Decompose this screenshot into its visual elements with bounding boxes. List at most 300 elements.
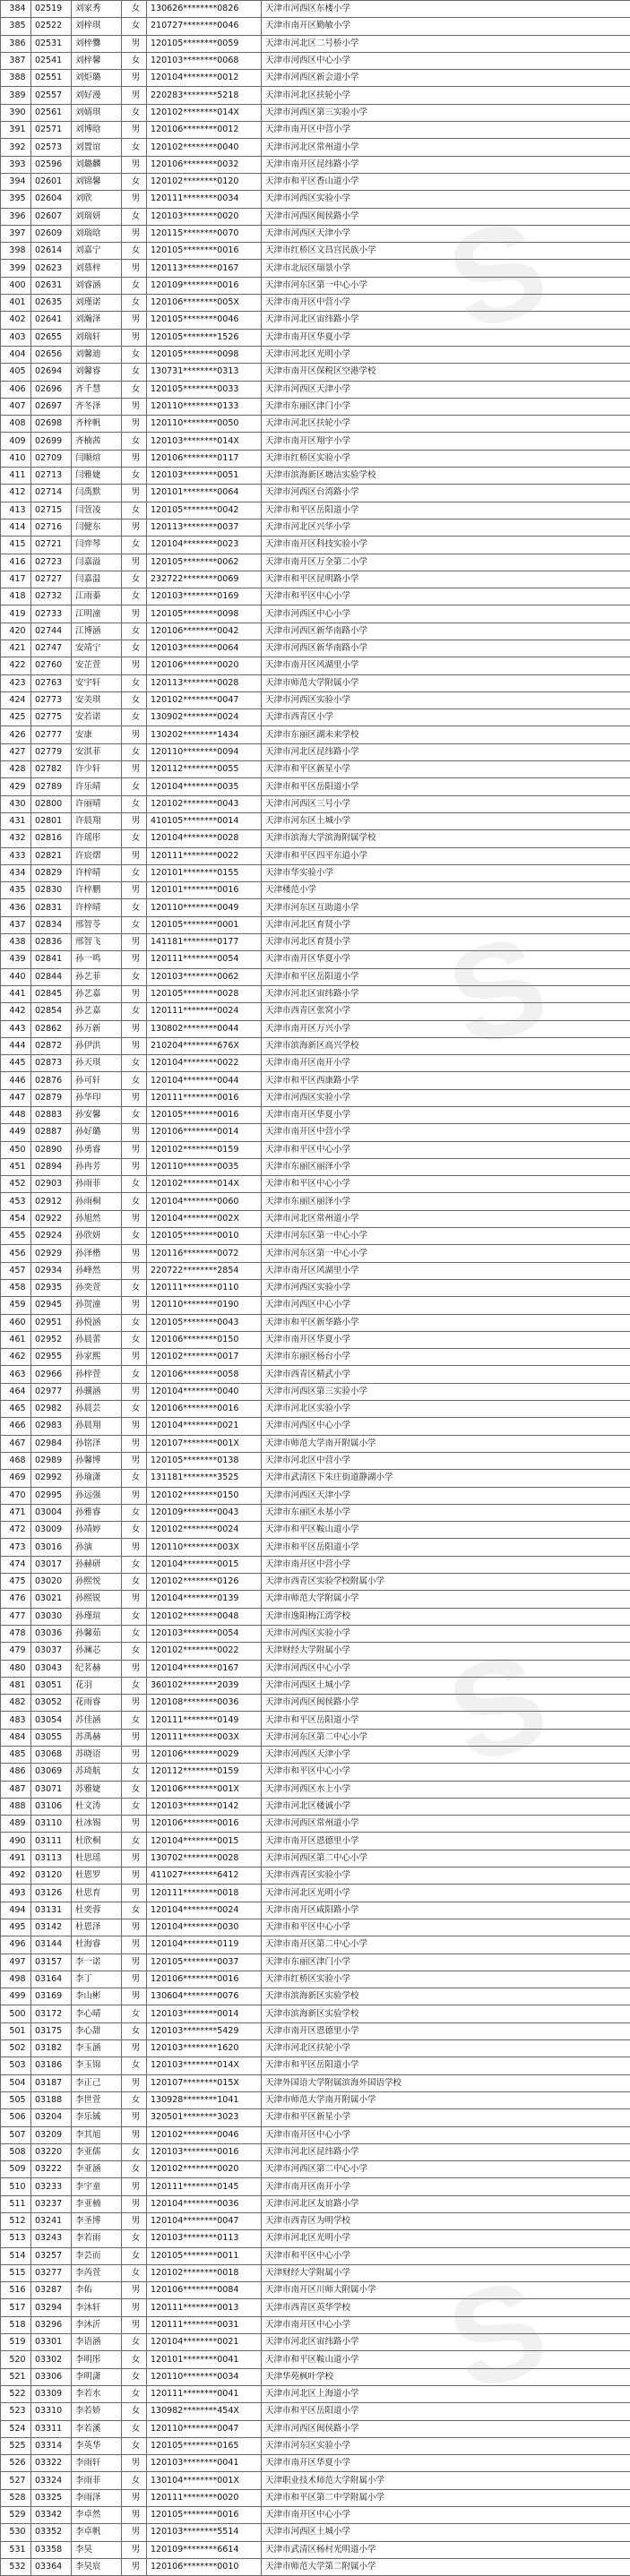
table-row (1, 605, 630, 623)
student-name: 刘瑞轩 (72, 329, 122, 346)
table-row (1, 2264, 630, 2281)
table-row (1, 674, 630, 691)
table-row (1, 795, 630, 812)
table-row (1, 2247, 630, 2264)
student-sex: 男 (122, 2040, 147, 2057)
table-row (1, 519, 630, 536)
table-row (1, 1885, 630, 1902)
row-number: 387 (1, 52, 31, 69)
student-name: 李语涵 (72, 2334, 122, 2351)
school-name: 天津市南开区中心小学 (262, 2316, 630, 2333)
table-row (1, 1072, 630, 1089)
id-number: 120102********0020 (147, 2161, 262, 2178)
id-number: 141181********0177 (147, 934, 262, 951)
candidate-id: 02912 (31, 1193, 72, 1210)
school-name: 天津市河北区二号桥小学 (262, 35, 630, 52)
table-row (1, 1383, 630, 1400)
id-number: 120105********0059 (147, 35, 262, 52)
row-number: 410 (1, 450, 31, 467)
school-name: 天津市和平区昆明路小学 (262, 571, 630, 588)
student-sex: 女 (122, 139, 147, 156)
student-name: 孙演 (72, 1539, 122, 1556)
school-name: 天津市河东区第二中心小学 (262, 1729, 630, 1746)
school-name: 天津市华实验小学 (262, 864, 630, 881)
student-name: 苏禹赫 (72, 1729, 122, 1746)
student-sex: 男 (122, 812, 147, 829)
row-number: 526 (1, 2455, 31, 2472)
candidate-id: 02747 (31, 640, 72, 657)
student-name: 江博涵 (72, 623, 122, 640)
row-number: 476 (1, 1591, 31, 1608)
candidate-id: 03209 (31, 2126, 72, 2143)
student-name: 李若娇 (72, 2403, 122, 2420)
student-name: 齐楠茜 (72, 433, 122, 450)
id-number: 120112********0055 (147, 761, 262, 778)
student-sex: 女 (122, 1677, 147, 1694)
student-sex: 女 (122, 364, 147, 381)
student-name: 李若溪 (72, 2420, 122, 2437)
table-row (1, 2507, 630, 2524)
student-sex: 男 (122, 1660, 147, 1677)
table-row (1, 1176, 630, 1193)
school-name: 天津市西青区英华学校 (262, 2299, 630, 2316)
candidate-id: 02571 (31, 122, 72, 139)
student-name: 李明潇 (72, 2368, 122, 2385)
id-number: 120105********0033 (147, 381, 262, 398)
candidate-id: 02641 (31, 312, 72, 329)
student-sex: 女 (122, 623, 147, 640)
candidate-id: 03017 (31, 1556, 72, 1573)
candidate-id: 02744 (31, 623, 72, 640)
student-name: 李宇童 (72, 2178, 122, 2195)
id-number: 120111********0022 (147, 847, 262, 864)
school-name: 天津市河西区新会道小学 (262, 70, 630, 87)
id-number: 120106********001X (147, 1781, 262, 1798)
table-row (1, 1349, 630, 1366)
student-sex: 女 (122, 968, 147, 985)
school-name: 天津市南开区恩德里小学 (262, 2022, 630, 2039)
student-name: 李玉锦 (72, 2057, 122, 2074)
id-number: 120105********0046 (147, 312, 262, 329)
row-number: 453 (1, 1193, 31, 1210)
row-number: 413 (1, 502, 31, 519)
candidate-id: 03204 (31, 2109, 72, 2126)
student-name: 闫嘉温 (72, 571, 122, 588)
student-name: 杜恩泽 (72, 1919, 122, 1936)
candidate-id: 03110 (31, 1816, 72, 1833)
table-row (1, 1158, 630, 1175)
id-number: 120113********0037 (147, 519, 262, 536)
candidate-id: 02844 (31, 968, 72, 985)
school-name: 天津市河北区兴华小学 (262, 519, 630, 536)
student-name: 孙熙锐 (72, 1591, 122, 1608)
row-number: 406 (1, 381, 31, 398)
table-row (1, 2213, 630, 2230)
school-name: 天津市河北区育贤小学 (262, 934, 630, 951)
row-number: 487 (1, 1781, 31, 1798)
id-number: 120110********0133 (147, 398, 262, 415)
student-name: 刘炬璐 (72, 70, 122, 87)
id-number: 120106********0020 (147, 657, 262, 674)
row-number: 419 (1, 605, 31, 623)
student-sex: 男 (122, 1141, 147, 1158)
row-number: 432 (1, 830, 31, 847)
student-sex: 男 (122, 2213, 147, 2230)
table-row (1, 1781, 630, 1798)
student-name: 孙馨茹 (72, 1625, 122, 1642)
table-row (1, 2524, 630, 2541)
row-number: 492 (1, 1868, 31, 1885)
id-number: 120107********001X (147, 1435, 262, 1452)
row-number: 486 (1, 1764, 31, 1781)
school-name: 天津楼范小学 (262, 882, 630, 899)
candidate-id: 02903 (31, 1176, 72, 1193)
student-name: 李圣博 (72, 2213, 122, 2230)
row-number: 407 (1, 398, 31, 415)
row-number: 445 (1, 1055, 31, 1072)
row-number: 424 (1, 691, 31, 708)
student-sex: 女 (122, 2143, 147, 2160)
id-number: 120101********0155 (147, 864, 262, 881)
candidate-id: 03126 (31, 1885, 72, 1902)
table-row (1, 934, 630, 951)
row-number: 467 (1, 1435, 31, 1452)
school-name: 天津市河西区第三实验小学 (262, 104, 630, 121)
table-row (1, 1193, 630, 1210)
candidate-id: 02732 (31, 588, 72, 605)
school-name: 天津市河东区互助道小学 (262, 899, 630, 916)
table-row (1, 1314, 630, 1331)
candidate-id: 02551 (31, 70, 72, 87)
id-number: 120102********0126 (147, 1574, 262, 1591)
id-number: 120106********0117 (147, 450, 262, 467)
table-row (1, 1971, 630, 1988)
row-number: 428 (1, 761, 31, 778)
id-number: 120111********0018 (147, 1885, 262, 1902)
student-sex: 男 (122, 1037, 147, 1054)
student-name: 许梓晴 (72, 864, 122, 881)
student-name: 孙旭然 (72, 1210, 122, 1227)
school-name: 天津市和平区岳阳道小学 (262, 968, 630, 985)
school-name: 天津市东丽区丽泽小学 (262, 1193, 630, 1210)
student-name: 刘好漫 (72, 87, 122, 104)
id-number: 120104********0035 (147, 778, 262, 795)
id-number: 210204********676X (147, 1037, 262, 1054)
id-number: 120106********0012 (147, 122, 262, 139)
candidate-id: 03302 (31, 2351, 72, 2368)
student-sex: 男 (122, 1885, 147, 1902)
student-name: 孙铭泽 (72, 1435, 122, 1452)
student-sex: 女 (122, 795, 147, 812)
table-row (1, 830, 630, 847)
candidate-id: 03016 (31, 1539, 72, 1556)
student-sex: 男 (122, 260, 147, 277)
student-sex: 男 (122, 225, 147, 242)
row-number: 460 (1, 1314, 31, 1331)
student-name: 孙家熙 (72, 1349, 122, 1366)
row-number: 519 (1, 2334, 31, 2351)
student-name: 孙可轩 (72, 1072, 122, 1089)
row-number: 458 (1, 1279, 31, 1296)
student-name: 孙赫研 (72, 1556, 122, 1573)
id-number: 120104********0022 (147, 1055, 262, 1072)
row-number: 484 (1, 1729, 31, 1746)
school-name: 天津市河西区东楼小学 (262, 1, 630, 18)
student-sex: 男 (122, 985, 147, 1002)
candidate-id: 03188 (31, 2091, 72, 2108)
school-name: 天津市和平区中心小学 (262, 2247, 630, 2264)
id-number: 130702********0028 (147, 1850, 262, 1867)
watermark-logo: S (431, 187, 565, 362)
student-sex: 男 (122, 70, 147, 87)
table-row (1, 104, 630, 121)
row-number: 462 (1, 1349, 31, 1366)
table-row (1, 2143, 630, 2160)
student-name: 李沐轩 (72, 2299, 122, 2316)
candidate-id: 02782 (31, 761, 72, 778)
row-number: 384 (1, 1, 31, 18)
row-number: 426 (1, 726, 31, 743)
student-sex: 女 (122, 2091, 147, 2108)
student-name: 孙一鸣 (72, 951, 122, 968)
school-name: 天津市滨海新区实验学校 (262, 1988, 630, 2005)
row-number: 489 (1, 1816, 31, 1833)
student-name: 李雨轩 (72, 2455, 122, 2472)
school-name: 天津市和平区岳阳道小学 (262, 502, 630, 519)
student-name: 安美琪 (72, 691, 122, 708)
row-number: 405 (1, 364, 31, 381)
student-name: 李若水 (72, 2385, 122, 2402)
candidate-id: 02983 (31, 1418, 72, 1435)
student-sex: 女 (122, 468, 147, 485)
table-row (1, 502, 630, 519)
school-name: 天津市和平区岳阳道小学 (262, 1539, 630, 1556)
row-number: 456 (1, 1245, 31, 1262)
candidate-id: 02698 (31, 416, 72, 433)
student-name: 孙雅睿 (72, 1504, 122, 1521)
school-name: 天津市河北区扶轮小学 (262, 416, 630, 433)
school-name: 天津市河西区实验小学 (262, 1625, 630, 1642)
candidate-id: 03325 (31, 2489, 72, 2506)
table-row (1, 812, 630, 829)
candidate-id: 02604 (31, 191, 72, 208)
candidate-id: 03037 (31, 1643, 72, 1660)
id-number: 120111********0024 (147, 1003, 262, 1020)
school-name: 天津市南开区中营小学 (262, 1556, 630, 1573)
candidate-id: 03175 (31, 2022, 72, 2039)
candidate-id: 02699 (31, 433, 72, 450)
school-name: 天津市河西区实验小学 (262, 1089, 630, 1106)
student-name: 闫弈琴 (72, 537, 122, 554)
student-sex: 男 (122, 2282, 147, 2299)
student-sex: 女 (122, 2230, 147, 2247)
student-sex: 女 (122, 864, 147, 881)
id-number: 120111********0054 (147, 951, 262, 968)
student-sex: 男 (122, 2074, 147, 2091)
row-number: 416 (1, 554, 31, 571)
table-row (1, 433, 630, 450)
row-number: 423 (1, 674, 31, 691)
school-name: 天津市河西区水上小学 (262, 1781, 630, 1798)
row-number: 530 (1, 2524, 31, 2541)
candidate-id: 02934 (31, 1262, 72, 1279)
candidate-id: 02935 (31, 1279, 72, 1296)
table-row (1, 260, 630, 277)
id-number: 120111********0016 (147, 1089, 262, 1106)
table-row (1, 2472, 630, 2489)
candidate-id: 02890 (31, 1141, 72, 1158)
student-name: 李心甜 (72, 2022, 122, 2039)
school-name: 天津市滨海大学滨海附属学校 (262, 830, 630, 847)
row-number: 470 (1, 1487, 31, 1504)
row-number: 395 (1, 191, 31, 208)
table-row (1, 450, 630, 467)
table-row (1, 52, 630, 69)
student-sex: 男 (122, 35, 147, 52)
school-name: 天津市南开区保税区空港学校 (262, 364, 630, 381)
candidate-id: 02777 (31, 726, 72, 743)
id-number: 120103********5514 (147, 2524, 262, 2541)
school-name: 天津市和平区新星小学 (262, 2109, 630, 2126)
student-name: 李芸而 (72, 2247, 122, 2264)
table-row (1, 35, 630, 52)
candidate-id: 03358 (31, 2541, 72, 2558)
row-number: 488 (1, 1798, 31, 1815)
school-name: 天津市河北区扶轮小学 (262, 87, 630, 104)
table-row (1, 381, 630, 398)
school-name: 天津市河北区实验小学 (262, 1401, 630, 1418)
school-name: 天津市河东区第一中心小学 (262, 1228, 630, 1245)
id-number: 120105********1526 (147, 329, 262, 346)
candidate-id: 03036 (31, 1625, 72, 1642)
candidate-id: 02733 (31, 605, 72, 623)
student-name: 李正己 (72, 2074, 122, 2091)
student-sex: 女 (122, 1833, 147, 1850)
student-name: 闫嘉溢 (72, 554, 122, 571)
student-sex: 女 (122, 743, 147, 760)
student-name: 杜奕蓉 (72, 1902, 122, 1919)
row-number: 414 (1, 519, 31, 536)
row-number: 389 (1, 87, 31, 104)
id-number: 120116********0072 (147, 1245, 262, 1262)
student-name: 刘锦馨 (72, 173, 122, 190)
candidate-id: 02854 (31, 1003, 72, 1020)
candidate-id: 03342 (31, 2507, 72, 2524)
student-name: 李若雨 (72, 2230, 122, 2247)
student-sex: 女 (122, 2472, 147, 2489)
row-number: 434 (1, 864, 31, 881)
table-row (1, 1003, 630, 1020)
school-name: 天津市南开区恩德里小学 (262, 1833, 630, 1850)
school-name: 天津市河北区光明小学 (262, 1885, 630, 1902)
table-row (1, 1919, 630, 1936)
id-number: 130202********1434 (147, 726, 262, 743)
school-name: 天津市河北区楼诚小学 (262, 1798, 630, 1815)
school-name: 天津市河西区闽侯路小学 (262, 1695, 630, 1712)
student-name: 安宇轩 (72, 674, 122, 691)
id-number: 120105********0098 (147, 605, 262, 623)
school-name: 天津市河西区天津小学 (262, 1487, 630, 1504)
table-row (1, 225, 630, 242)
student-name: 刘瑾诺 (72, 295, 122, 312)
row-number: 412 (1, 485, 31, 502)
school-name: 天津市南开区咸阳路小学 (262, 1902, 630, 1919)
id-number: 120111********0110 (147, 1279, 262, 1296)
id-number: 120104********0015 (147, 1833, 262, 1850)
table-row (1, 243, 630, 260)
roster-body (1, 1, 630, 2576)
student-name: 李丁 (72, 1971, 122, 1988)
id-number: 120105********0037 (147, 1953, 262, 1971)
student-sex: 女 (122, 381, 147, 398)
student-sex: 女 (122, 18, 147, 35)
student-sex: 女 (122, 674, 147, 691)
school-name: 天津外国语大学附属滨海外国语学校 (262, 2074, 630, 2091)
student-sex: 女 (122, 2437, 147, 2454)
row-number: 391 (1, 122, 31, 139)
candidate-id: 02831 (31, 899, 72, 916)
student-name: 孙艺菲 (72, 968, 122, 985)
candidate-id: 02873 (31, 1055, 72, 1072)
student-name: 李英华 (72, 2437, 122, 2454)
student-sex: 男 (122, 1452, 147, 1469)
candidate-id: 02876 (31, 1072, 72, 1089)
row-number: 401 (1, 295, 31, 312)
row-number: 397 (1, 225, 31, 242)
student-name: 刘慕梓 (72, 260, 122, 277)
candidate-id: 02573 (31, 139, 72, 156)
school-name: 天津市和平区新星小学 (262, 761, 630, 778)
table-row (1, 87, 630, 104)
student-sex: 男 (122, 1418, 147, 1435)
candidate-id: 02887 (31, 1124, 72, 1141)
student-sex: 男 (122, 485, 147, 502)
candidate-id: 03324 (31, 2472, 72, 2489)
candidate-id: 02883 (31, 1107, 72, 1124)
student-name: 孙晨蕾 (72, 1331, 122, 1348)
table-row (1, 1764, 630, 1781)
id-number: 120105********0016 (147, 243, 262, 260)
table-row (1, 554, 630, 571)
row-number: 454 (1, 1210, 31, 1227)
id-number: 120105********0001 (147, 916, 262, 933)
student-sex: 男 (122, 1124, 147, 1141)
table-row (1, 1660, 630, 1677)
school-name: 天津市西青区为明学校 (262, 2213, 630, 2230)
student-name: 李明彤 (72, 2351, 122, 2368)
school-name: 天津市滨海新区塘沽实验学校 (262, 468, 630, 485)
student-name: 李乐铖 (72, 2109, 122, 2126)
table-row (1, 1643, 630, 1660)
row-number: 501 (1, 2022, 31, 2039)
table-row (1, 1953, 630, 1971)
candidate-id: 03243 (31, 2230, 72, 2247)
candidate-id: 02631 (31, 277, 72, 294)
id-number: 120103********0014 (147, 2005, 262, 2022)
id-number: 120102********0040 (147, 139, 262, 156)
school-name: 天津市河西区新华南路小学 (262, 623, 630, 640)
school-name: 天津财经大学附属小学 (262, 2264, 630, 2281)
student-sex: 男 (122, 2541, 147, 2558)
candidate-id: 03120 (31, 1868, 72, 1885)
candidate-id: 03020 (31, 1574, 72, 1591)
student-sex: 男 (122, 1729, 147, 1746)
table-row (1, 1695, 630, 1712)
student-name: 刘置谊 (72, 139, 122, 156)
candidate-id: 02966 (31, 1366, 72, 1383)
table-row (1, 691, 630, 708)
table-row (1, 1487, 630, 1504)
